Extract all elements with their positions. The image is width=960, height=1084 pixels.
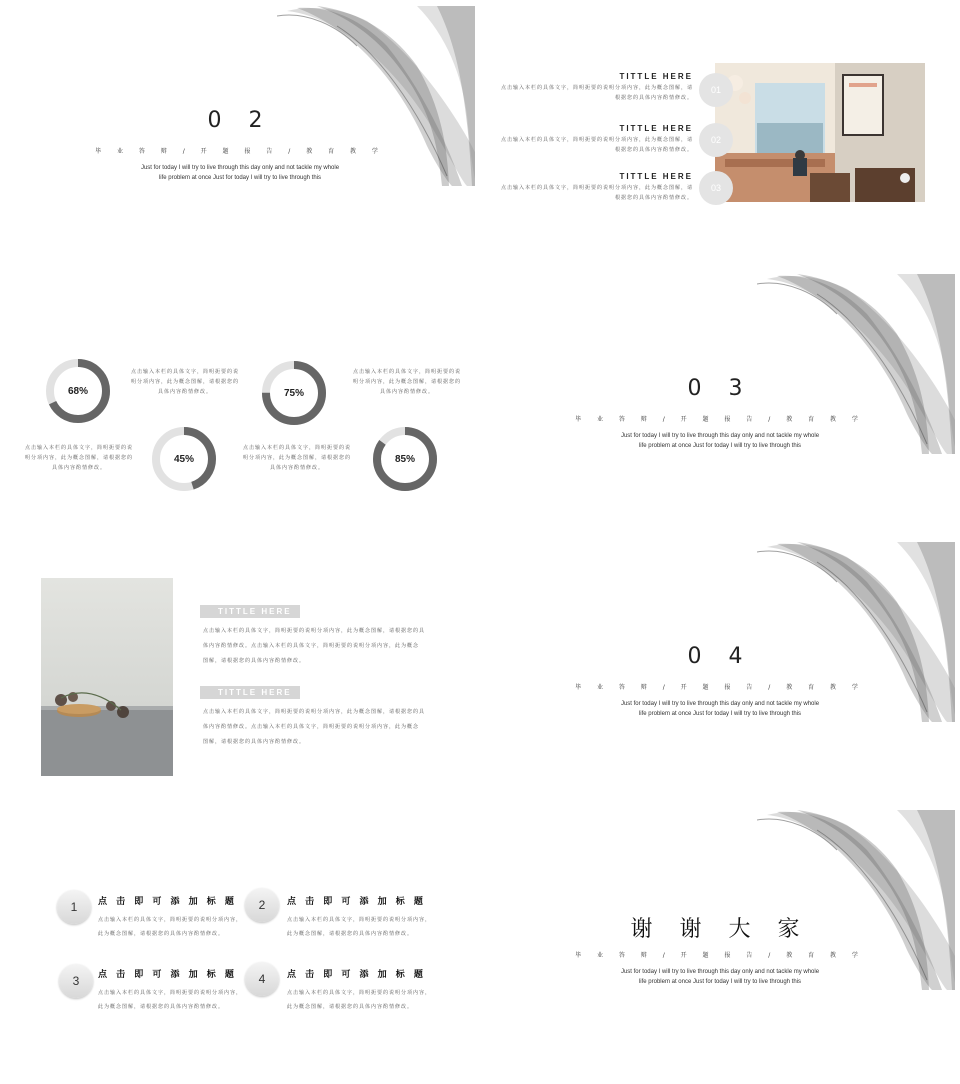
donut-label: 85% bbox=[394, 453, 415, 465]
item-2 bbox=[493, 124, 693, 155]
donut-text-d: 点击输入本栏的具体文字，简明扼要的说 明分项内容，此为概念图解，请根据您的 具体内容酌情修改。 bbox=[242, 445, 351, 471]
ribbon-graphic bbox=[277, 6, 475, 186]
step-circle-02: 02 bbox=[699, 123, 733, 157]
donut-85 bbox=[370, 424, 440, 494]
slide-section-02 bbox=[5, 6, 475, 268]
section-subtitle: 毕 业 答 辩 / 开 题 报 告 / 教 育 教 学 bbox=[95, 148, 385, 155]
number-circle-1: 1 bbox=[57, 890, 91, 924]
item-title: TITTLE HERE bbox=[619, 172, 693, 181]
item-1 bbox=[493, 72, 693, 103]
donut-text-b: 点击输入本栏的具体文字，简明扼要的说 明分项内容，此为概念图解，请根据您的 具体内容酌情修改。 bbox=[24, 445, 133, 471]
section-english-text: Just for today I will try to live through this day only and not tackle my whole life problem at once Just for today I will try to live through this bbox=[620, 433, 820, 449]
step-circle-03: 03 bbox=[699, 171, 733, 205]
item-3 bbox=[493, 172, 693, 203]
ribbon-graphic bbox=[757, 274, 955, 454]
section-english-text: Just for today I will try to live through this day only and not tackle my whole life problem at once Just for today I will try to live through this bbox=[620, 701, 820, 717]
thanks-title: 谢 谢 大 家 bbox=[630, 917, 810, 942]
still-life-photo bbox=[41, 578, 173, 776]
section-english-text: Just for today I will try to live through this day only and not tackle my whole life problem at once Just for today I will try to live through this bbox=[620, 969, 820, 985]
slide-photo-blocks bbox=[5, 542, 475, 804]
step-circle-01: 01 bbox=[699, 73, 733, 107]
item-text-1: 点击输入本栏的具体文字，简明扼要的说明分项内容，此为概念图解，请 bbox=[500, 185, 693, 191]
section-subtitle: 毕 业 答 辩 / 开 题 报 告 / 教 育 教 学 bbox=[575, 952, 865, 959]
item-title-2: 点 击 即 可 添 加 标 题 bbox=[287, 897, 426, 907]
item-text-2: 点击输入本栏的具体文字，简明扼要的说明分项内容， 此为概念图解，请根据您的具体内容酌情修改。 bbox=[287, 917, 432, 937]
section-number: 0 3 bbox=[687, 376, 753, 401]
item-text-2: 根据您的具体内容酌情修改。 bbox=[614, 95, 693, 101]
slide-numbered-items bbox=[5, 810, 475, 1072]
ribbon-graphic bbox=[757, 542, 955, 722]
item-text-1: 点击输入本栏的具体文字，简明扼要的说明分项内容， 此为概念图解，请根据您的具体内容酌情修改。 bbox=[98, 917, 243, 937]
slide-donut-charts bbox=[5, 274, 475, 536]
cafe-photo bbox=[715, 63, 925, 202]
slide-section-03 bbox=[485, 274, 955, 536]
section-subtitle: 毕 业 答 辩 / 开 题 报 告 / 教 育 教 学 bbox=[575, 684, 865, 691]
donut-68 bbox=[43, 356, 113, 426]
section-number: 0 4 bbox=[687, 644, 753, 669]
number-circle-4: 4 bbox=[245, 962, 279, 996]
item-title-4: 点 击 即 可 添 加 标 题 bbox=[287, 970, 426, 980]
donut-text-a: 点击输入本栏的具体文字，简明扼要的说 明分项内容，此为概念图解，请根据您的 具体内容酌情修改。 bbox=[130, 369, 239, 395]
section-subtitle: 毕 业 答 辩 / 开 题 报 告 / 教 育 教 学 bbox=[575, 416, 865, 423]
donut-label: 45% bbox=[173, 453, 194, 465]
block-title-2: TITTLE HERE bbox=[200, 686, 300, 699]
item-text-2: 根据您的具体内容酌情修改。 bbox=[614, 195, 693, 201]
donut-text-c: 点击输入本栏的具体文字，简明扼要的说 明分项内容，此为概念图解，请根据您的 具体内容酌情修改。 bbox=[352, 369, 461, 395]
number-circle-3: 3 bbox=[59, 964, 93, 998]
section-english-text: Just for today I will try to live through this day only and not tackle my whole life problem at once Just for today I will try to live through this bbox=[140, 165, 340, 181]
slide-thanks bbox=[485, 810, 955, 1072]
item-text-1: 点击输入本栏的具体文字，简明扼要的说明分项内容，此为概念图解，请 bbox=[500, 137, 693, 143]
item-title: TITTLE HERE bbox=[619, 124, 693, 133]
number-circle-2: 2 bbox=[245, 888, 279, 922]
donut-label: 68% bbox=[67, 385, 88, 397]
item-text-3: 点击输入本栏的具体文字，简明扼要的说明分项内容， 此为概念图解，请根据您的具体内容酌情修改。 bbox=[98, 990, 243, 1010]
slide-section-04 bbox=[485, 542, 955, 804]
item-title-3: 点 击 即 可 添 加 标 题 bbox=[98, 970, 237, 980]
block-text-1: 点击输入本栏的具体文字，简明扼要的说明分项内容，此为概念图解，请根据您的具 体内容酌情修改。点击输入本栏的具体文字，简明扼要的说明分项内容，此为概念 图解，请根据您的具体内容酌情修改。 bbox=[203, 628, 426, 664]
donut-75 bbox=[259, 358, 329, 428]
item-text-1: 点击输入本栏的具体文字，简明扼要的说明分项内容，此为概念图解，请 bbox=[500, 85, 693, 91]
donut-45 bbox=[149, 424, 219, 494]
block-title-1: TITTLE HERE bbox=[200, 605, 300, 618]
slide-title-list bbox=[485, 6, 955, 268]
item-text-2: 根据您的具体内容酌情修改。 bbox=[614, 147, 693, 153]
block-text-2: 点击输入本栏的具体文字，简明扼要的说明分项内容，此为概念图解，请根据您的具 体内容酌情修改。点击输入本栏的具体文字，简明扼要的说明分项内容，此为概念 图解，请根据您的具体内容酌情修改。 bbox=[203, 709, 426, 745]
ribbon-graphic bbox=[757, 810, 955, 990]
item-text-4: 点击输入本栏的具体文字，简明扼要的说明分项内容， 此为概念图解，请根据您的具体内容酌情修改。 bbox=[287, 990, 432, 1010]
section-number: 0 2 bbox=[207, 108, 273, 133]
item-title: TITTLE HERE bbox=[619, 72, 693, 81]
item-title-1: 点 击 即 可 添 加 标 题 bbox=[98, 897, 237, 907]
donut-label: 75% bbox=[283, 387, 304, 399]
